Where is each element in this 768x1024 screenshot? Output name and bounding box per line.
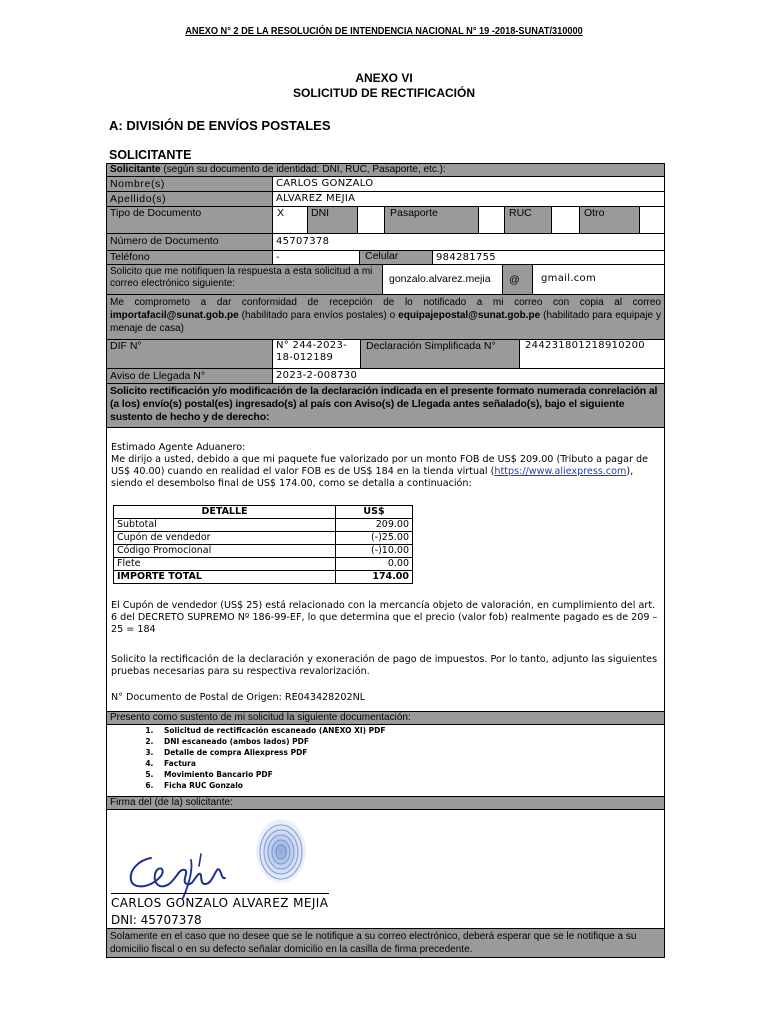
list-item: 1. Solicitud de rectificación escaneado (ANEXO XI) PDF [156,725,386,736]
rectificacion-row [106,383,665,427]
conformidad-row [106,294,665,339]
dif-row [106,339,665,368]
fingerprint-icon [253,816,309,886]
detail-label: Subtotal [114,519,336,532]
table-row [114,532,413,545]
table-row [114,519,413,532]
request-form [106,163,665,958]
solicitante-label: Solicitante [110,164,161,175]
numero-documento-field[interactable]: 45707378 [276,236,330,247]
sustento-label: Presento como sustento de mi solicitud la siguiente documentación: [110,712,411,723]
document-title: SOLICITUD DE RECTIFICACIÓN [293,86,475,100]
dif-label: DIF N° [110,340,142,352]
signature-line [111,893,329,894]
total-label: IMPORTE TOTAL [114,571,336,584]
signature-area [106,809,665,928]
detail-amount: 209.00 [336,519,413,532]
paragraph-coupon: El Cupón de vendedor (US$ 25) está relacionado con la mercancía objeto de valoración, en cumplimiento del art. 6 del DECRETO SUPREMO Nº 186-99-EF, lo que determina que el precio (valor fob) realmente pagado es de 209 – 25 = 184 [111,600,658,635]
nombres-label: Nombre(s) [110,178,165,190]
firma-label-row [106,796,665,809]
annex-title [0,71,768,101]
apellidos-field[interactable]: ALVAREZ MEJIA [276,193,356,204]
numero-documento-label: Número de Documento [110,235,219,247]
handwritten-signature [121,840,231,900]
annex-number: ANEXO VI [355,71,413,85]
total-amount: 174.00 [336,571,413,584]
detail-table [113,505,413,584]
telefono-field[interactable]: - [276,252,280,263]
nombres-row [106,176,665,191]
detail-amount: (-)25.00 [336,532,413,545]
at-sign: @ [509,274,520,286]
conformidad-text: Me comprometo a dar conformidad de recepción de lo notificado a mi correo con copia al correo importafacil@sunat.gob.pe (habilitado para envíos postales) o equipajepostal@sunat.gob.pe (habilitado para equipaje y menaje de casa) [110,297,661,334]
pasaporte-checkbox[interactable] [357,207,384,233]
nombres-field[interactable]: CARLOS GONZALO [276,178,374,189]
documents-list [111,725,386,791]
table-row [114,558,413,571]
documents-list-row [106,724,665,796]
greeting: Estimado Agente Aduanero: [111,442,246,453]
celular-label: Celular [365,251,399,262]
solicitante-header-row [106,163,665,176]
dif-field[interactable]: N° 244-2023-18-012189 [276,340,348,363]
apellidos-label: Apellido(s) [110,193,167,205]
detail-header-detalle: DETALLE [114,506,336,519]
declaracion-field[interactable]: 244231801218910200 [525,340,645,351]
paragraph-valuation: Me dirijo a usted, debido a que mi paquete fue valorizado por un monto FOB de US$ 209.00 (Tributo a pagar de US$ 40.00) cuando en realidad el valor FOB es de US$ 184 en la tienda virtual (https://www.aliexpress.com), siendo el desembolso final de US$ 174.00, como se detalla a continuación: [111,454,648,489]
ruc-option-label: RUC [509,207,532,219]
resolution-header: ANEXO N° 2 DE LA RESOLUCIÓN DE INTENDENCIA NACIONAL N° 19 -2018-SUNAT/310000 [185,26,583,37]
detail-header-row [114,506,413,519]
footer-note: Solamente en el caso que no desee que se le notifique a su correo electrónico, deberá esperar que se le notifique a su domicilio fiscal o en su defecto señalar domicilio en la casilla de firma precedente. [110,931,637,955]
detail-label: Cupón de vendedor [114,532,336,545]
aviso-label: Aviso de Llegada N° [110,370,206,382]
signer-dni: DNI: 45707378 [111,913,202,927]
list-item: 3. Detalle de compra Aliexpress PDF [156,747,386,758]
ruc-checkbox[interactable] [478,207,504,233]
dni-checkbox[interactable]: X [277,207,285,219]
otro-option-label: Otro [584,207,605,219]
email-label: Solicito que me notifiquen la respuesta a esta solicitud a mi correo electrónico siguiente: [110,266,373,289]
detail-header-usd: US$ [336,506,413,519]
tipo-documento-label: Tipo de Documento [110,207,202,219]
firma-label: Firma del (de la) solicitante: [110,797,233,808]
otro-checkbox[interactable] [551,207,579,233]
sustento-body [106,427,665,711]
list-item: 2. DNI escaneado (ambos lados) PDF [156,736,386,747]
aliexpress-link[interactable]: https://www.aliexpress.com [494,466,627,477]
pasaporte-option-label: Pasaporte [390,207,438,219]
celular-field[interactable]: 984281755 [436,252,496,263]
aviso-field[interactable]: 2023-2-008730 [276,370,358,381]
telefono-row [106,250,665,264]
rectificacion-label: Solicito rectificación y/o modificación de la declaración indicada en el presente formato numerada conrelación al (a los) envío(s) postal(es) ingresado(s) al país con Aviso(s) de Llegada antes señalado(s), bajo el siguiente sustento de hecho y de derecho: [110,385,658,423]
detail-label: Flete [114,558,336,571]
table-row [114,545,413,558]
list-item: 4. Factura [156,758,386,769]
tipo-documento-row [106,206,665,233]
telefono-label: Teléfono [110,251,150,263]
numero-documento-row [106,233,665,250]
email-row [106,264,665,294]
list-item: 6. Ficha RUC Gonzalo [156,780,386,791]
otro-field[interactable] [639,207,664,233]
solicitante-note: (según su documento de identidad: DNI, RUC, Pasaporte, etc.): [160,164,446,175]
postal-document-number: N° Documento de Postal de Origen: RE043428202NL [111,692,366,703]
email-user-field[interactable]: gonzalo.alvarez.mejia [389,273,491,285]
paragraph-request: Solicito la rectificación de la declaración y exoneración de pago de impuestos. Por lo tanto, adjunto las siguientes pruebas necesarias para su respectiva revalorización. [111,654,658,677]
signer-name: CARLOS GONZALO ALVAREZ MEJIA [111,896,329,910]
detail-amount: (-)10.00 [336,545,413,558]
aviso-row [106,368,665,383]
total-row [114,571,413,584]
dni-option-label: DNI [311,207,330,219]
sustento-label-row [106,711,665,724]
email-equipajepostal: equipajepostal@sunat.gob.pe [398,310,541,321]
email-importafacil: importafacil@sunat.gob.pe [110,310,239,321]
email-domain-field[interactable]: gmail.com [541,273,597,284]
apellidos-row [106,191,665,206]
list-item: 5. Movimiento Bancario PDF [156,769,386,780]
detail-amount: 0.00 [336,558,413,571]
detail-label: Código Promocional [114,545,336,558]
division-heading: A: DIVISIÓN DE ENVÍOS POSTALES [109,118,331,133]
declaracion-label: Declaración Simplificada N° [366,340,496,352]
section-heading: SOLICITANTE [109,148,192,162]
footer-note-row [106,928,665,958]
